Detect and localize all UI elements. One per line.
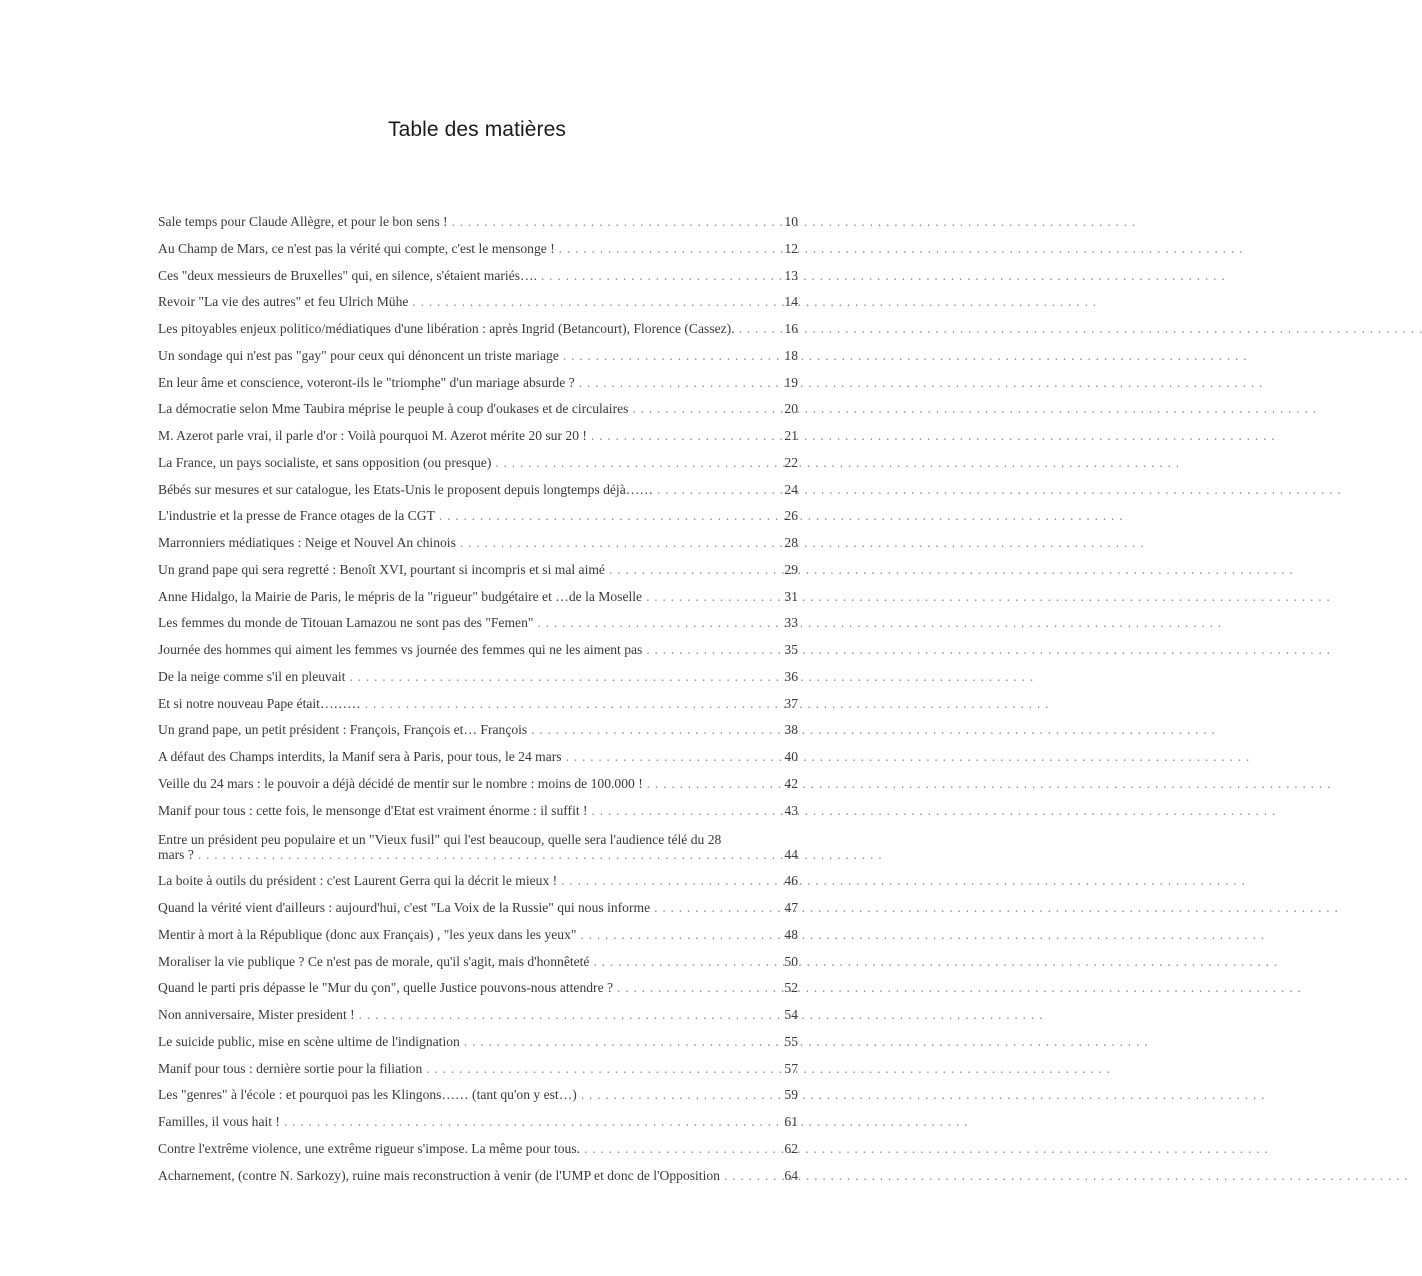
toc-entry-text: M. Azerot parle vrai, il parle d'or : Voilà pourquoi M. Azerot mérite 20 sur 20 ! — [158, 428, 587, 443]
toc-entry-page-number: 24 — [784, 481, 798, 497]
toc-entry[interactable] — [158, 927, 798, 954]
dot-leader — [345, 669, 783, 685]
toc-entry-text: L'industrie et la presse de France otages de la CGT — [158, 508, 435, 524]
toc-entry-page-number: 50 — [784, 953, 798, 969]
toc-entry[interactable] — [158, 642, 798, 669]
toc-entry-page-number: 59 — [784, 1087, 798, 1103]
toc-entry-text: Le suicide public, mise en scène ultime de l'indignation — [158, 1033, 460, 1049]
toc-entry[interactable] — [158, 589, 798, 616]
toc-entry-page-number: 52 — [784, 980, 798, 996]
dot-leader — [577, 1087, 784, 1103]
toc-entry-text: Revoir "La vie des autres" et feu Ulrich Mühe — [158, 294, 409, 310]
dot-leader — [588, 803, 784, 819]
toc-entry-text: La boite à outils du président : c'est Laurent Gerra qui la décrit le mieux ! — [158, 873, 558, 889]
toc-entry-page-number: 10 — [784, 214, 798, 229]
dot-leader — [361, 696, 784, 712]
toc-entry[interactable] — [158, 1061, 798, 1088]
dot-leader — [491, 455, 783, 471]
toc-entry-text: Journée des hommes qui aiment les femmes vs journée des femmes qui ne les aiment pas — [158, 642, 643, 657]
toc-entry[interactable] — [158, 749, 798, 776]
dot-leader — [580, 1141, 783, 1157]
dot-leader — [628, 401, 783, 417]
toc-entry-page-number: 26 — [784, 508, 798, 524]
toc-entry-page-number: 40 — [784, 749, 798, 764]
dot-leader — [460, 1034, 784, 1050]
toc-entry-text: Marronniers médiatiques : Neige et Nouvel An chinois — [158, 535, 456, 550]
toc-entry-text: Au Champ de Mars, ce n'est pas la vérité qui compte, c'est le mensonge ! — [158, 240, 555, 256]
dot-leader — [527, 722, 783, 738]
dot-leader — [456, 535, 784, 551]
table-of-contents — [158, 214, 798, 1194]
toc-entry-page-number: 22 — [784, 454, 798, 470]
dot-leader — [653, 482, 783, 498]
toc-entry[interactable] — [158, 348, 798, 375]
toc-entry-text: La démocratie selon Mme Taubira méprise le peuple à coup d'oukases et de circulaires — [158, 401, 629, 417]
dot-leader — [589, 954, 783, 970]
toc-entry-page-number: 18 — [784, 347, 798, 363]
toc-entry-text: Un sondage qui n'est pas "gay" pour ceux qui dénoncent un triste mariage — [158, 347, 559, 363]
toc-entry[interactable] — [158, 1007, 798, 1034]
dot-leader — [605, 562, 783, 578]
toc-entry-text: Acharnement, (contre N. Sarkozy), ruine mais reconstruction à venir (de l'UMP et donc de l'Opposition — [158, 1167, 720, 1183]
toc-entry-page-number: 43 — [784, 802, 798, 818]
toc-entry[interactable] — [158, 873, 798, 900]
toc-entry-text: Les femmes du monde de Titouan Lamazou ne sont pas des "Femen" — [158, 615, 534, 631]
toc-entry[interactable] — [158, 1168, 798, 1195]
toc-entry-text: En leur âme et conscience, voteront-ils le "triomphe" d'un mariage absurde ? — [158, 374, 575, 390]
toc-entry[interactable] — [158, 696, 798, 723]
toc-entry-page-number: 19 — [784, 374, 798, 390]
toc-entry-text: De la neige comme s'il en pleuvait — [158, 668, 346, 684]
dot-leader — [642, 589, 783, 605]
dot-leader — [448, 214, 784, 230]
toc-entry-text: Ces "deux messieurs de Bruxelles" qui, en silence, s'étaient mariés…. — [158, 267, 537, 283]
toc-entry-page-number: 31 — [784, 588, 798, 604]
dot-leader — [650, 900, 783, 916]
toc-entry[interactable] — [158, 722, 798, 749]
toc-entry-text: Anne Hidalgo, la Mairie de Paris, le mépris de la "rigueur" budgétaire et …de la Moselle — [158, 588, 643, 604]
dot-leader — [643, 776, 784, 792]
toc-entry[interactable] — [158, 535, 798, 562]
toc-entry-page-number: 57 — [784, 1060, 798, 1076]
toc-entry-page-number: 54 — [784, 1007, 798, 1022]
toc-entry-page-number: 29 — [784, 561, 798, 577]
dot-leader — [642, 642, 783, 658]
toc-entry-page-number: 48 — [784, 926, 798, 942]
dot-leader — [559, 348, 784, 364]
toc-entry[interactable] — [158, 954, 798, 981]
toc-entry-page-number: 12 — [784, 240, 798, 256]
toc-entry[interactable] — [158, 214, 798, 241]
toc-entry-page-number: 36 — [784, 668, 798, 684]
toc-entry[interactable] — [158, 294, 798, 321]
toc-entry-text: Quand le parti pris dépasse le "Mur du çon", quelle Justice pouvons-nous attendre ? — [158, 980, 614, 996]
dot-leader — [408, 294, 783, 310]
toc-entry-text: Sale temps pour Claude Allègre, et pour le bon sens ! — [158, 214, 448, 229]
dot-leader — [587, 428, 783, 444]
toc-entry[interactable] — [158, 375, 798, 402]
toc-entry-page-number: 38 — [784, 722, 798, 738]
toc-entry[interactable] — [158, 1114, 798, 1141]
toc-entry-text: Familles, il vous hait ! — [158, 1114, 280, 1129]
toc-entry-text: Mentir à mort à la République (donc aux Français) , "les yeux dans les yeux" — [158, 926, 577, 942]
toc-entry-text: Contre l'extrême violence, une extrême rigueur s'impose. La même pour tous. — [158, 1140, 581, 1156]
toc-entry-text: Les "genres" à l'école : et pourquoi pas les Klingons…… (tant qu'on y est…) — [158, 1087, 577, 1103]
toc-entry-text: Manif pour tous : cette fois, le mensonge d'Etat est vraiment énorme : il suffit ! — [158, 802, 588, 818]
toc-entry-page-number: 16 — [784, 321, 798, 336]
dot-leader — [422, 1061, 783, 1077]
toc-entry[interactable] — [158, 615, 798, 642]
dot-leader — [562, 749, 784, 765]
toc-entry-text: A défaut des Champs interdits, la Manif sera à Paris, pour tous, le 24 mars — [158, 749, 562, 764]
toc-entry-page-number: 20 — [784, 401, 798, 417]
toc-entry[interactable] — [158, 1141, 798, 1168]
toc-entry[interactable] — [158, 455, 798, 482]
toc-entry-page-number: 14 — [784, 294, 798, 310]
dot-leader — [355, 1007, 784, 1023]
dot-leader — [555, 241, 784, 257]
toc-entry-text: Un grand pape, un petit président : François, François et… François — [158, 722, 528, 738]
toc-entry-text-line1: Entre un président peu populaire et un "Vieux fusil" qui l'est beaucoup, quelle sera l'audience télé du 28 — [158, 832, 722, 848]
toc-entry[interactable] — [158, 829, 798, 873]
dot-leader — [557, 873, 783, 889]
toc-entry[interactable] — [158, 268, 798, 295]
toc-entry-text: Quand la vérité vient d'ailleurs : aujourd'hui, c'est "La Voix de la Russie" qui nous informe — [158, 900, 651, 915]
toc-entry-text: La France, un pays socialiste, et sans opposition (ou presque) — [158, 454, 492, 470]
toc-entry[interactable] — [158, 776, 798, 803]
toc-entry-text: Et si notre nouveau Pape était……… — [158, 695, 361, 711]
dot-leader — [194, 847, 784, 862]
toc-entry[interactable] — [158, 482, 798, 509]
toc-entry-text: Moraliser la vie publique ? Ce n'est pas de morale, qu'il s'agit, mais d'honnêteté — [158, 953, 590, 969]
dot-leader — [435, 508, 784, 524]
dot-leader — [537, 268, 783, 284]
dot-leader — [720, 1168, 783, 1184]
toc-entry[interactable] — [158, 321, 798, 348]
toc-entry[interactable] — [158, 1087, 798, 1114]
toc-entry-text: Veille du 24 mars : le pouvoir a déjà décidé de mentir sur le nombre : moins de 100.000 ! — [158, 775, 643, 791]
toc-entry-page-number: 21 — [784, 428, 798, 443]
toc-entry-page-number: 37 — [784, 695, 798, 711]
toc-entry-page-number: 33 — [784, 615, 798, 631]
toc-entry[interactable] — [158, 980, 798, 1007]
dot-leader — [613, 980, 783, 996]
toc-entry-text: Manif pour tous : dernière sortie pour la filiation — [158, 1060, 423, 1076]
dot-leader — [576, 927, 783, 943]
toc-entry[interactable] — [158, 803, 798, 830]
toc-entry[interactable] — [158, 669, 798, 696]
toc-entry-page-number: 42 — [784, 775, 798, 791]
toc-entry-page-number: 28 — [784, 535, 798, 550]
toc-entry-page-number: 35 — [784, 642, 798, 657]
toc-title: Table des matières — [387, 118, 567, 141]
toc-entry-page-number: 55 — [784, 1033, 798, 1049]
toc-entry[interactable] — [158, 562, 798, 589]
dot-leader — [575, 375, 784, 391]
toc-entry-page-number: 46 — [784, 873, 798, 889]
toc-entry[interactable] — [158, 241, 798, 268]
toc-entry-text: Les pitoyables enjeux politico/médiatiques d'une libération : après Ingrid (Betancourt), Florence (Cassez). — [158, 321, 735, 336]
toc-entry[interactable] — [158, 900, 798, 927]
toc-entry[interactable] — [158, 428, 798, 455]
toc-entry-page-number: 64 — [784, 1167, 798, 1183]
toc-entry[interactable] — [158, 401, 798, 428]
toc-entry-text: Non anniversaire, Mister president ! — [158, 1007, 355, 1022]
toc-entry-text: Bébés sur mesures et sur catalogue, les Etats-Unis le proposent depuis longtemps déjà…… — [158, 481, 653, 497]
toc-entry-page-number: 61 — [784, 1114, 798, 1129]
toc-entry-page-number: 47 — [784, 900, 798, 915]
toc-entry-page-number: 44 — [784, 847, 798, 863]
dot-leader — [280, 1114, 783, 1130]
toc-entry[interactable] — [158, 508, 798, 535]
dot-leader — [735, 321, 784, 337]
toc-entry[interactable] — [158, 1034, 798, 1061]
toc-entry-page-number: 62 — [784, 1140, 798, 1156]
toc-entry-text: Un grand pape qui sera regretté : Benoît XVI, pourtant si incompris et si mal aimé — [158, 561, 605, 577]
toc-entry-page-number: 13 — [784, 267, 798, 283]
dot-leader — [533, 615, 783, 631]
toc-entry-text-line2: mars ? — [158, 847, 194, 863]
